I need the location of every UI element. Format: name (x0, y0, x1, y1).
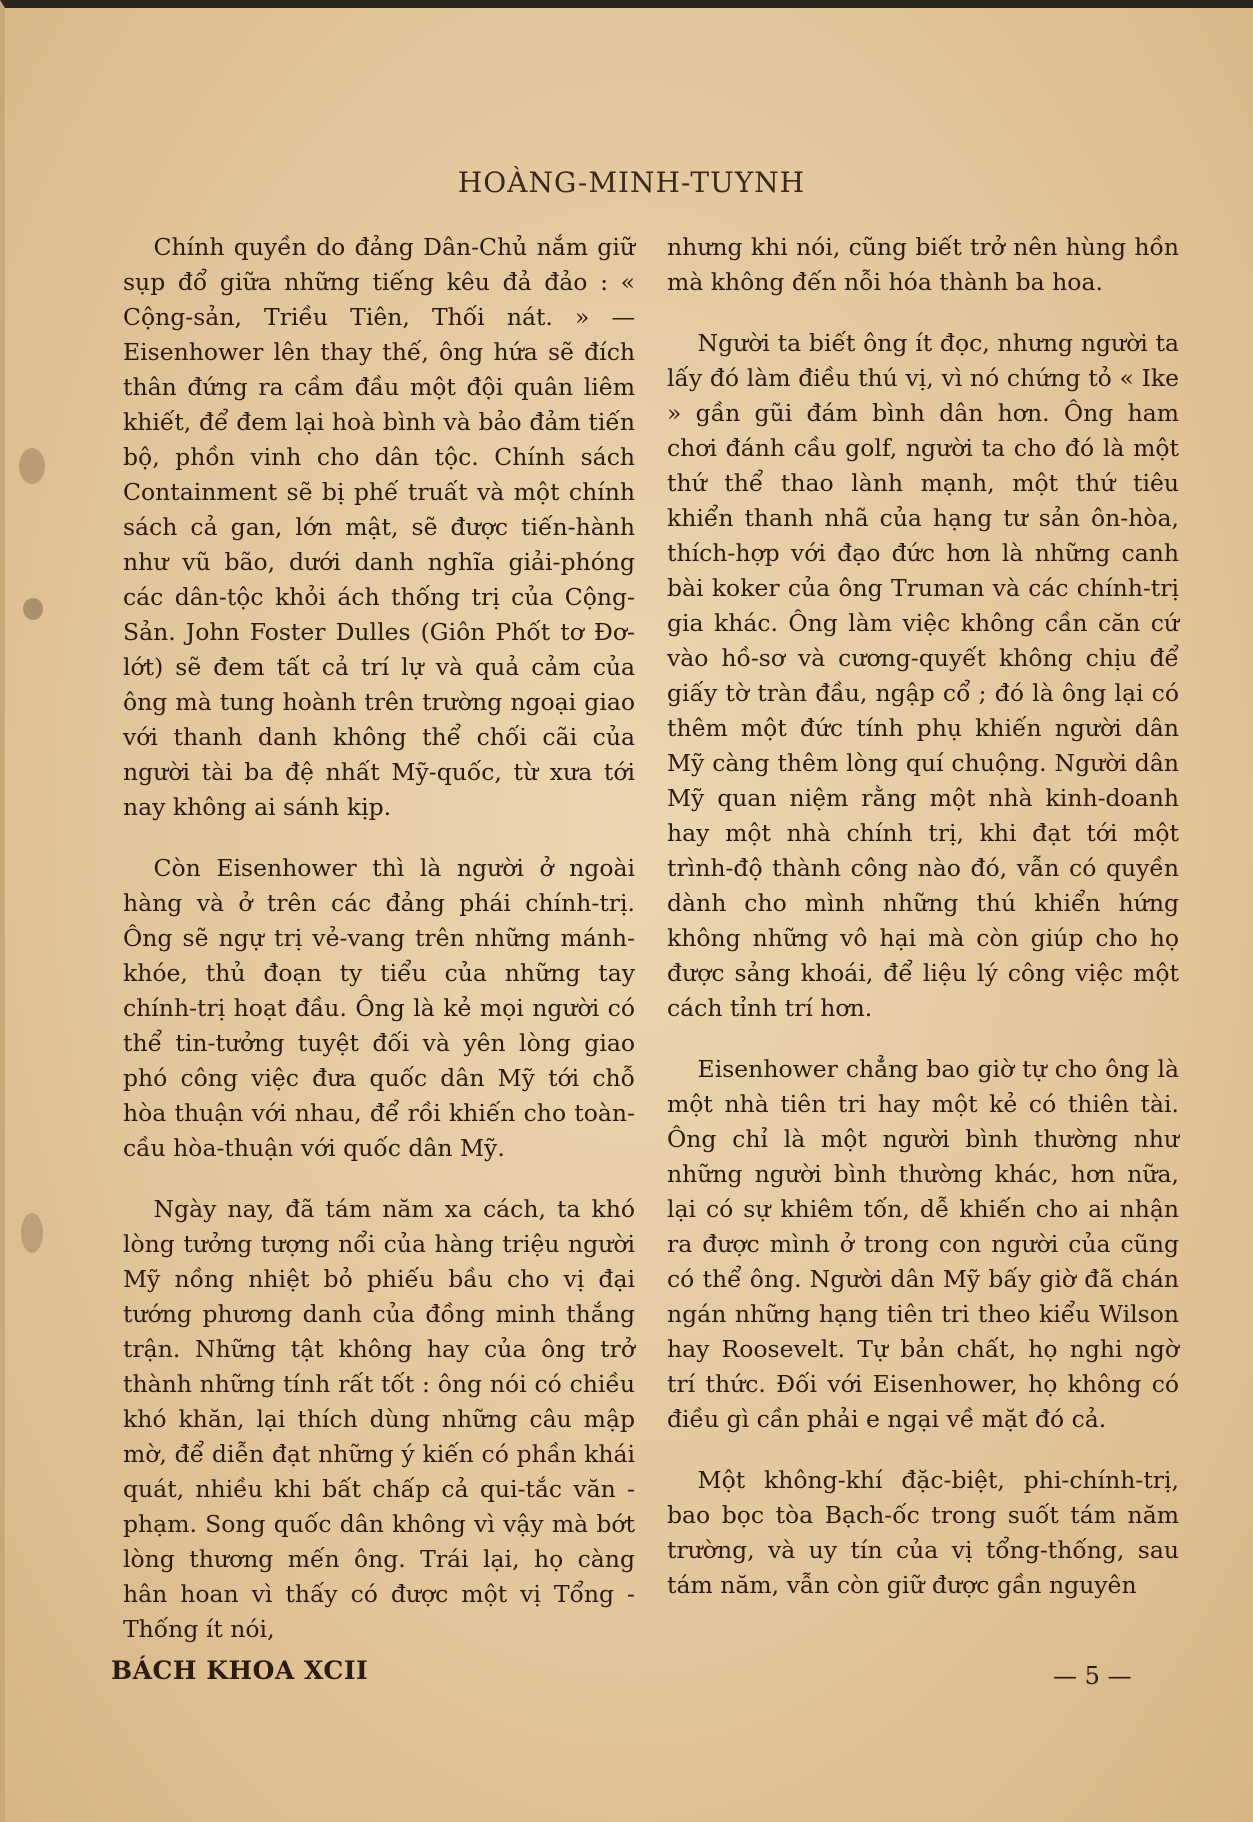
paper-stain (21, 1213, 43, 1253)
left-column (123, 230, 635, 1673)
paragraph: Còn Eisenhower thì là người ở ngoài hàng và ở trên các đảng phái chính-trị. Ông sẽ ngự trị vẻ-vang trên những mánh-khóe, thủ đoạn ty tiểu của những tay chính-trị hoạt đầu. Ông là kẻ mọi người có thể tin-tưởng tuyệt đối và yên lòng giao phó công việc đưa quốc dân Mỹ tới chỗ hòa thuận với nhau, để rồi khiến cho toàn-cầu hòa-thuận với quốc dân Mỹ. (123, 854, 635, 1162)
paragraph: Người ta biết ông ít đọc, nhưng người ta lấy đó làm điều thú vị, vì nó chứng tỏ « Ike » gần gũi đám bình dân hơn. Ông ham chơi đánh cầu golf, người ta cho đó là một thứ thể thao lành mạnh, một thứ tiêu khiển thanh nhã của hạng tư sản ôn-hòa, thích-hợp với đạo đức hơn là những canh bài koker của ông Truman và các chính-trị gia khác. Ông làm việc không cần căn cứ vào hồ-sơ và cương-quyết không chịu để giấy tờ tràn đầu, ngập cổ ; đó là ông lại có thêm một đức tính phụ khiến người dân Mỹ càng thêm lòng quí chuộng. Người dân Mỹ quan niệm rằng một nhà kinh-doanh hay một nhà chính trị, khi đạt tới một trình-độ thành công nào đó, vẫn có quyền dành cho mình những thú khiển hứng không những vô hại mà còn giúp cho họ được sảng khoái, để liệu lý công việc một cách tỉnh trí hơn. (667, 329, 1179, 1022)
paragraph: Chính quyền do đảng Dân-Chủ nắm giữ sụp đổ giữa những tiếng kêu đả đảo : « Cộng-sản, Triều Tiên, Thối nát. » — Eisenhower lên thay thế, ông hứa sẽ đích thân đứng ra cầm đầu một đội quân liêm khiết, để đem lại hoà bình và bảo đảm tiến bộ, phồn vinh cho dân tộc. Chính sách Containment sẽ bị phế truất và một chính sách cả gan, lớn mật, sẽ được tiến-hành như vũ bão, dưới danh nghĩa giải-phóng các dân-tộc khỏi ách thống trị của Cộng-Sản. John Foster Dulles (Giôn Phốt tơ Đơ-lớt) sẽ đem tất cả trí lự và quả cảm của ông mà tung hoành trên trường ngoại giao với thanh danh không thể chối cãi của người tài ba đệ nhất Mỹ-quốc, từ xưa tới nay không ai sánh kịp. (123, 233, 635, 821)
paragraph-continued: nhưng khi nói, cũng biết trở nên hùng hồn mà không đến nỗi hóa thành ba hoa. (667, 233, 1179, 296)
paragraph: Một không-khí đặc-biệt, phi-chính-trị, bao bọc tòa Bạch-ốc trong suốt tám năm trường, và uy tín của vị tổng-thống, sau tám năm, vẫn còn giữ được gần nguyên (667, 1466, 1179, 1599)
right-column (667, 230, 1179, 1629)
paragraph: Ngày nay, đã tám năm xa cách, ta khó lòng tưởng tượng nổi của hàng triệu người Mỹ nồng nhiệt bỏ phiếu bầu cho vị đại tướng phương danh của đồng minh thắng trận. Những tật không hay của ông trở thành những tính rất tốt : ông nói có chiều khó khăn, lại thích dùng những câu mập mờ, để diễn đạt những ý kiến có phần khái quát, nhiều khi bất chấp cả qui-tắc văn - phạm. Song quốc dân không vì vậy mà bớt lòng thương mến ông. Trái lại, họ càng hân hoan vì thấy có được một vị Tổng - Thống ít nói, (123, 1195, 635, 1643)
paper-stain (23, 598, 43, 620)
running-head-title: HOÀNG-MINH-TUYNH (457, 166, 806, 199)
magazine-issue-footer: BÁCH KHOA XCII (111, 1656, 369, 1685)
page-number: — 5 — (1053, 1662, 1132, 1690)
paper-stain (19, 448, 45, 484)
paragraph: Eisenhower chẳng bao giờ tự cho ông là một nhà tiên tri hay một kẻ có thiên tài. Ông chỉ là một người bình thường như những người bình thường khác, hơn nữa, lại có sự khiêm tốn, dễ khiến cho ai nhận ra được mình ở trong con người của cũng có thể ông. Người dân Mỹ bấy giờ đã chán ngán những hạng tiên tri theo kiểu Wilson hay Roosevelt. Tự bản chất, họ nghi ngờ trí thức. Đối với Eisenhower, họ không có điều gì cần phải e ngại về mặt đó cả. (667, 1055, 1179, 1433)
